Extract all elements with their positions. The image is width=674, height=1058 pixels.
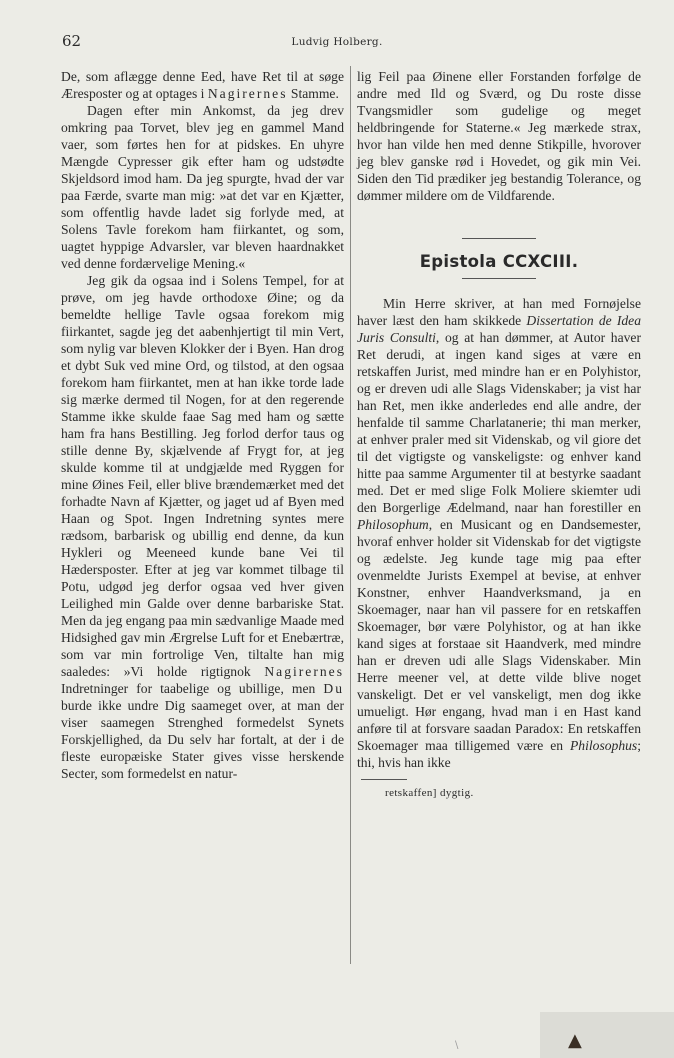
page-header <box>62 32 612 54</box>
text-run: Indretninger for taabelige og ubillige, men <box>61 681 324 696</box>
column-divider <box>350 66 351 964</box>
spaced-text: Du <box>323 681 344 696</box>
paragraph <box>357 68 641 204</box>
text-run: ; thi, hvis han ikke <box>357 738 641 770</box>
text-run: , en Musicant og en Dandsemester, hvoraf enhver holder sit Videnskab for det vigtigste og ædelste. Jeg kunde tage mig paa efter ovenmeldte Jurists Exempel at bevise, at enhver Konstner, enhver Haandverksmand, ja en Skoemager, naar han vil passere for en retskaffen Skoemager, bør være Polyhistor, og at han ikke kand siges at forstaae sit Haandverk, med mindre han er dreven udi alle Slags Videnskaber. Min Herre meener vel, at dette vilde blive noget vanskeligt. Det er vel vanskeligt, men dog ikke umueligt. Hør engang, hvad man i en Hast kand anføre til at forsvare saadan Paradox: En retskaffen Skoemager maa tilligemed være en <box>357 517 641 753</box>
text-run: lig Feil paa Øinene eller Forstanden forfølge de andre med Ild og Sværd, og Du roste disse Tvangsmidler som gudelige og meget heldbringende for Staterne.« Jeg mærkede strax, hvor han vilde hen med denne Stikpille, hvorover jeg blev ganske rød i Hovedet, og gik min Vei. Siden den Tid prædiker jeg bestandig Tolerance, og dømmer mildere om de Vildfarende. <box>357 69 641 203</box>
running-head: Ludvig Holberg. <box>291 36 383 48</box>
italic-text: Philosophus <box>570 738 638 753</box>
epistola-title: Epistola CCXCIII. <box>419 252 579 271</box>
text-run: , og at han dømmer, at Autor haver Ret derudi, at ingen kand siges at være en retskaffen Jurist, med mindre han er en Polyhistor, og er dreven udi alle Slags Videnskaber; ja vist har han Ret, men ikke anderledes end alle andre, der henfalde til samme Charlatanerie; thi man merker, at enhver praler med sit Videnskab, og vil giore det til det vigtigste og vanskeligste: og enhver kand hitte paa samme Argumenter til at bestyrke saadant med. Det er med slige Folk Moliere skiemter udi den Borgerlige Ædelmand, naar han forestiller en <box>357 330 641 515</box>
italic-text: Dissertation de Idea Juris Consulti <box>357 313 641 345</box>
scan-mark: \ <box>455 1040 459 1051</box>
ink-blot: ▲ <box>568 1030 582 1051</box>
text-run: De, som aflægge denne Eed, have Ret til at søge Æresposter og at optages i <box>61 69 344 101</box>
text-run: Jeg gik da ogsaa ind i Solens Tempel, for at prøve, om jeg havde orthodoxe Øine; og da bemeldte hellige Tavle ogsaa forekom mig fiirkantet, sagde jeg det aabenhjertigt til min Vert, som nylig var bleven Klokker der i Byen. Han drog et dybt Suk ved mine Ord, og tilstod, at den ogsaa forekom ham fiirkantet, men at han ikke torde lade sig mærke dermed til Nogen, for at den regerende Stamme ikke skulde faae Sag med ham og sætte ham fra hans Bestilling. Jeg forlod derfor taus og stille denne By, skjælvende af Frygt for, at jeg skulde komme til at undgjælde med Ryggen for mine Øines Feil, eller blive brændemærket med det forhadte Navn af Kjætter, og jaget ud af Byen med Haan og Spot. Ingen Indretning syntes mere rædsom, barbarisk og ubillig end denne, da kun Hykleri og Meeneed kunde bane Vei til Hædersposter. Efter at jeg var kommet tilbage til Potu, udgød jeg derfor ogsaa ved hver given Leilighed min Galde over denne barbariske Stat. Men da jeg engang paa min sædvanlige Maade med Hidsighed gav min Ærgrelse Luft for et Enebærtræ, som var min fortrolige Ven, tiltalte han mig saaledes: »Vi holde rigtignok <box>61 273 344 679</box>
paragraph <box>61 68 344 102</box>
right-column <box>357 68 641 800</box>
paragraph <box>61 272 344 782</box>
page-number: 62 <box>62 32 82 50</box>
paragraph <box>61 102 344 272</box>
spaced-text: Nagirernes <box>207 86 288 101</box>
text-run: Stamme. <box>287 86 339 101</box>
text-run: burde ikke undre Dig saameget over, at man der viser saamegen Strenghed formedelst Synets Forskjellighed, da Du selv har fortalt, at der i de fleste europæiske Stater gives visse herskende Secter, som formedelst en natur- <box>61 698 344 781</box>
left-column <box>61 68 344 782</box>
italic-text: Philosophum <box>357 517 429 532</box>
footnote: retskaffen] dygtig. <box>385 787 474 799</box>
text-run: Dagen efter min Ankomst, da jeg drev omkring paa Torvet, blev jeg en gammel Mand vaer, som førtes hen for at pidskes. En uhyre Mængde Cypresser gik efter ham og udstødte Skjeldsord imod ham. Da jeg spurgte, hvad der var paa Færde, svarte man mig: »at det var en Kjætter, som offentlig havde ladet sig forlyde med, at Solens Tavle forekom ham fiirkantet, og som, uagtet hyppige Advarsler, var bleven haardnakket ved denne fordærvelige Mening.« <box>61 103 344 271</box>
text-run: Min Herre skriver, at han med Fornøjelse haver læst den ham skikkede <box>357 296 641 328</box>
footnote-rule <box>361 779 407 780</box>
spaced-text: Nagirernes <box>264 664 344 679</box>
page-corner-shadow <box>540 1012 674 1058</box>
right-column-top-text <box>357 68 641 204</box>
paragraph <box>357 295 641 771</box>
letter-body <box>357 295 641 771</box>
